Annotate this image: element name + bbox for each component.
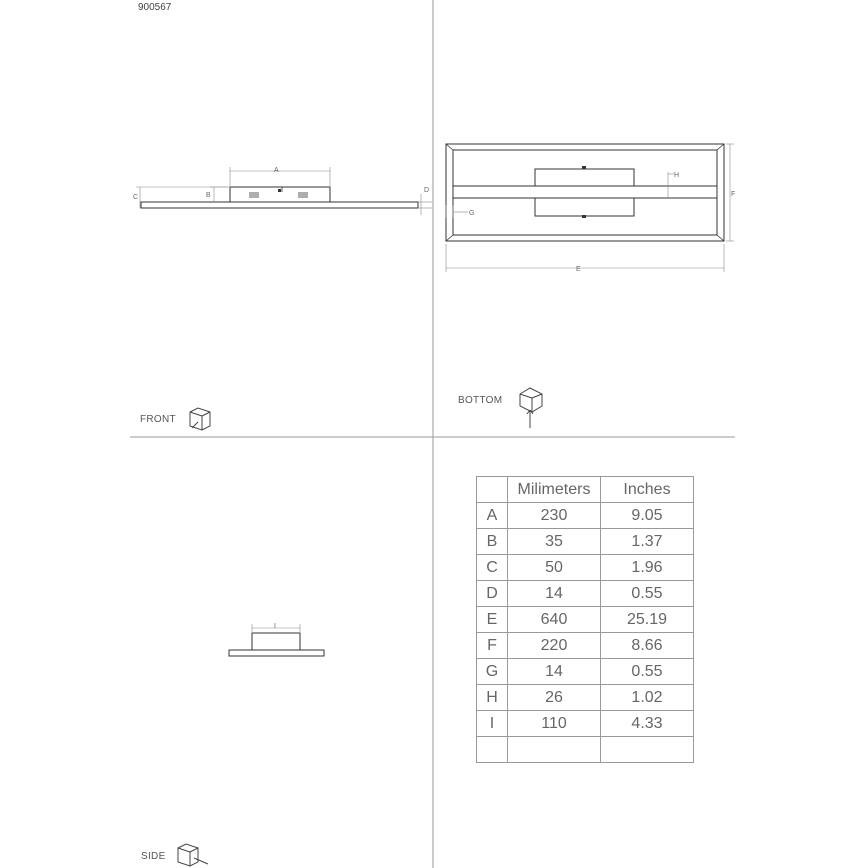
bottom-view-label: BOTTOM xyxy=(458,395,503,406)
table-cell-letter: G xyxy=(477,659,508,685)
table-cell-in: 1.96 xyxy=(601,555,694,581)
table-header-cell xyxy=(477,477,508,503)
table-row xyxy=(477,685,694,711)
table-cell-letter: I xyxy=(477,711,508,737)
table-cell-mm: 14 xyxy=(508,659,601,685)
side-cube-icon xyxy=(178,844,208,866)
table-cell-in: 8.66 xyxy=(601,633,694,659)
table-cell-in: 4.33 xyxy=(601,711,694,737)
table-cell-letter: H xyxy=(477,685,508,711)
side-view-label: SIDE xyxy=(141,851,166,862)
table-cell-mm: 14 xyxy=(508,581,601,607)
dim-label-c: C xyxy=(133,194,139,201)
table-cell-letter: D xyxy=(477,581,508,607)
table-cell-mm: 26 xyxy=(508,685,601,711)
dimensions-table xyxy=(476,476,694,763)
table-cell-letter: C xyxy=(477,555,508,581)
table-cell-mm: 50 xyxy=(508,555,601,581)
table-row xyxy=(477,529,694,555)
table-cell-in: 1.02 xyxy=(601,685,694,711)
table-row xyxy=(477,581,694,607)
front-view-drawing xyxy=(133,167,432,215)
table-cell-in: 1.37 xyxy=(601,529,694,555)
table-cell-mm: 35 xyxy=(508,529,601,555)
table-cell-mm: 230 xyxy=(508,503,601,529)
table-row xyxy=(477,633,694,659)
table-row xyxy=(477,555,694,581)
model-number: 900567 xyxy=(138,2,172,13)
table-cell-in: 9.05 xyxy=(601,503,694,529)
dim-label-g: G xyxy=(469,210,475,217)
dim-label-f: F xyxy=(731,191,736,198)
dim-label-i: I xyxy=(274,623,276,630)
table-cell-in: 0.55 xyxy=(601,581,694,607)
table-cell-mm: 110 xyxy=(508,711,601,737)
table-cell-mm: 640 xyxy=(508,607,601,633)
table-row xyxy=(477,711,694,737)
table-cell-in xyxy=(601,737,694,763)
table-header-cell: Inches xyxy=(601,477,694,503)
dim-label-a: A xyxy=(274,167,279,174)
dim-label-b: B xyxy=(206,192,211,199)
table-cell-mm xyxy=(508,737,601,763)
bottom-view-drawing xyxy=(446,144,735,273)
table-cell-in: 0.55 xyxy=(601,659,694,685)
bottom-cube-icon xyxy=(520,388,542,428)
table-cell-letter: E xyxy=(477,607,508,633)
table-cell-letter: B xyxy=(477,529,508,555)
table-header-cell: Milimeters xyxy=(508,477,601,503)
table-row xyxy=(477,607,694,633)
table-cell-letter: A xyxy=(477,503,508,529)
table-row xyxy=(477,737,694,763)
table-row xyxy=(477,659,694,685)
table-row xyxy=(477,503,694,529)
table-header-row xyxy=(477,477,694,503)
table-cell-mm: 220 xyxy=(508,633,601,659)
side-view-drawing xyxy=(229,623,324,656)
dim-label-d: D xyxy=(424,187,430,194)
front-view-label: FRONT xyxy=(140,414,176,425)
table-cell-in: 25.19 xyxy=(601,607,694,633)
table-cell-letter xyxy=(477,737,508,763)
front-cube-icon xyxy=(190,408,210,430)
dim-label-e: E xyxy=(576,266,581,273)
dim-label-h: H xyxy=(674,172,680,179)
table-cell-letter: F xyxy=(477,633,508,659)
